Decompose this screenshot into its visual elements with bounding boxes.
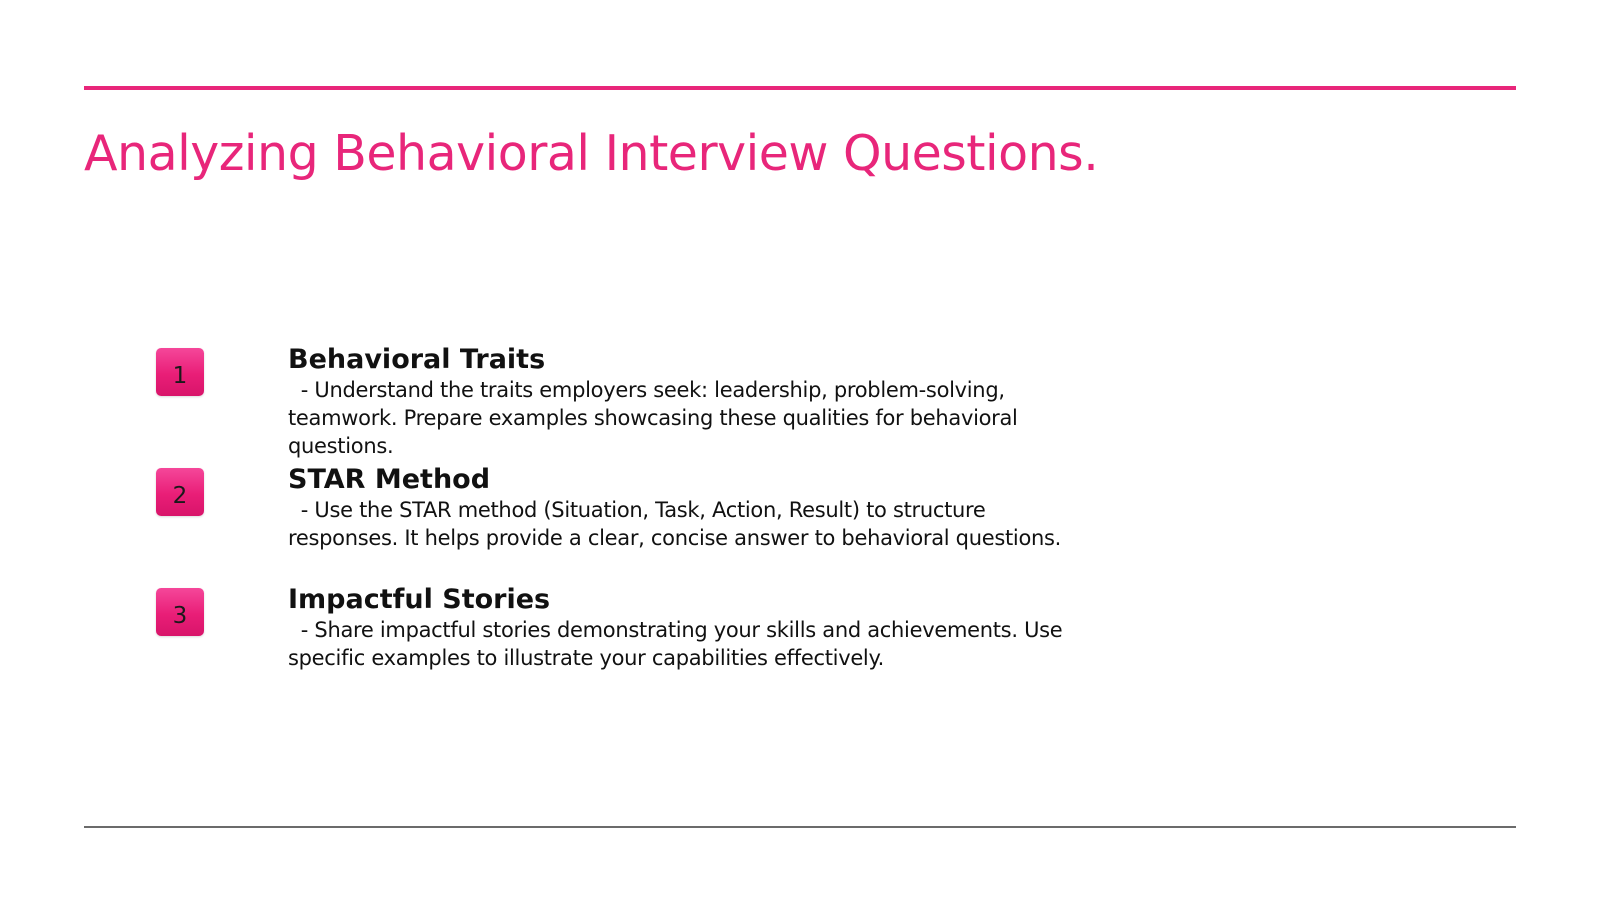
number-badge: 2 xyxy=(156,468,204,516)
bottom-divider xyxy=(84,826,1516,828)
item-description: - Share impactful stories demonstrating your skills and achievements. Use specific examples to illustrate your capabilities effectively. xyxy=(288,618,1069,670)
item-description: - Use the STAR method (Situation, Task, Action, Result) to structure responses. It helps provide a clear, concise answer to behavioral questions. xyxy=(288,498,1062,550)
slide-title: Analyzing Behavioral Interview Questions. xyxy=(84,125,1099,182)
item-text xyxy=(288,584,1088,672)
item-text xyxy=(288,464,1088,552)
number-badge: 1 xyxy=(156,348,204,396)
item-description: - Understand the traits employers seek: leadership, problem-solving, teamwork. Prepare examples showcasing these qualities for behavioral questions. xyxy=(288,378,1024,458)
item-heading: Impactful Stories xyxy=(288,584,551,615)
item-heading: STAR Method xyxy=(288,464,491,495)
item-heading: Behavioral Traits xyxy=(288,344,546,375)
item-text xyxy=(288,344,1088,460)
number-badge: 3 xyxy=(156,588,204,636)
